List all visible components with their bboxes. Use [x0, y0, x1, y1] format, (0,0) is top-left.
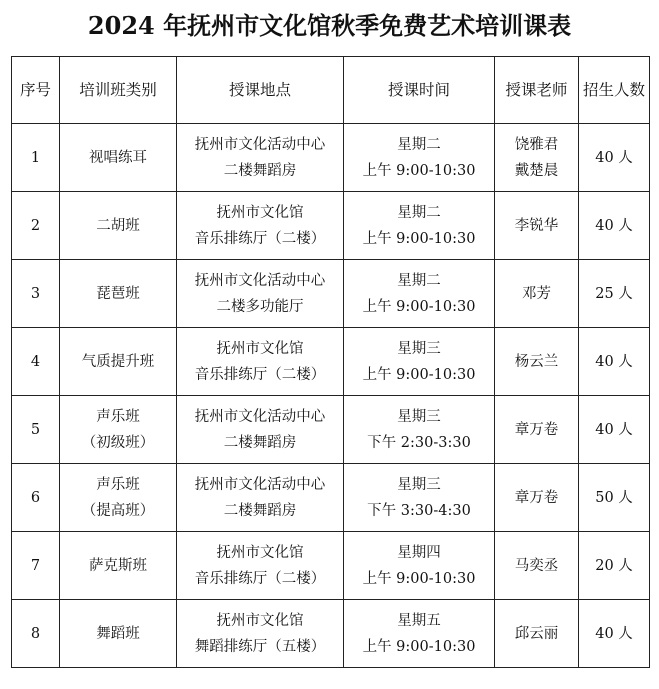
- cell-location: [177, 192, 344, 260]
- cell-index: 5: [12, 396, 60, 464]
- cell-teacher: [495, 532, 579, 600]
- schedule-table: [11, 56, 650, 668]
- cell-category-line: （提高班）: [81, 502, 155, 519]
- cell-location-line: 抚州市文化活动中心: [194, 408, 326, 425]
- cell-time: [344, 192, 495, 260]
- cell-category-line: 二胡班: [96, 217, 140, 234]
- cell-time: [344, 124, 495, 192]
- cell-location: [177, 396, 344, 464]
- cell-enrollment: 50 人: [579, 464, 650, 532]
- cell-time-line: 星期五: [397, 612, 441, 629]
- cell-time-line: 下午 2:30-3:30: [367, 434, 471, 451]
- cell-index: 7: [12, 532, 60, 600]
- cell-category-line: （初级班）: [81, 434, 155, 451]
- table-row: [12, 532, 650, 600]
- table-header-row: [12, 57, 650, 124]
- cell-time-line: 星期三: [397, 476, 441, 493]
- cell-time-line: 下午 3:30-4:30: [367, 502, 471, 519]
- header-enrollment: 招生人数: [579, 57, 650, 124]
- cell-location-line: 二楼舞蹈房: [223, 162, 297, 179]
- cell-category-line: 视唱练耳: [89, 149, 147, 166]
- table-row: [12, 464, 650, 532]
- header-time: 授课时间: [344, 57, 495, 124]
- cell-teacher: [495, 396, 579, 464]
- cell-time: [344, 600, 495, 668]
- cell-location-line: 抚州市文化馆: [216, 204, 304, 221]
- cell-enrollment: 40 人: [579, 328, 650, 396]
- cell-teacher-line: 戴楚晨: [514, 162, 559, 179]
- cell-time: [344, 260, 495, 328]
- cell-teacher-line: 邓芳: [522, 285, 551, 302]
- cell-category: [60, 396, 177, 464]
- header-index: 序号: [12, 57, 60, 124]
- cell-time-line: 星期三: [397, 340, 441, 357]
- cell-location-line: 抚州市文化活动中心: [194, 476, 326, 493]
- cell-time: [344, 532, 495, 600]
- cell-location: [177, 532, 344, 600]
- cell-category-line: 萨克斯班: [89, 557, 147, 574]
- cell-enrollment: 25 人: [579, 260, 650, 328]
- cell-category-line: 舞蹈班: [96, 625, 140, 642]
- cell-time-line: 上午 9:00-10:30: [362, 298, 476, 315]
- cell-time-line: 上午 9:00-10:30: [362, 638, 476, 655]
- cell-location-line: 音乐排练厅（二楼）: [194, 570, 326, 587]
- cell-enrollment: 40 人: [579, 192, 650, 260]
- cell-index: 2: [12, 192, 60, 260]
- cell-teacher: [495, 600, 579, 668]
- table-row: [12, 124, 650, 192]
- cell-location: [177, 124, 344, 192]
- cell-teacher: [495, 260, 579, 328]
- cell-teacher: [495, 192, 579, 260]
- cell-teacher-line: 马奕丞: [514, 557, 559, 574]
- cell-location: [177, 464, 344, 532]
- cell-time-line: 上午 9:00-10:30: [362, 162, 476, 179]
- header-location: 授课地点: [177, 57, 344, 124]
- cell-teacher: [495, 124, 579, 192]
- cell-teacher-line: 杨云兰: [514, 353, 559, 370]
- cell-location-line: 舞蹈排练厅（五楼）: [194, 638, 326, 655]
- cell-enrollment: 40 人: [579, 600, 650, 668]
- cell-category: [60, 260, 177, 328]
- cell-location-line: 抚州市文化活动中心: [194, 136, 326, 153]
- cell-time-line: 上午 9:00-10:30: [362, 366, 476, 383]
- table-row: [12, 396, 650, 464]
- cell-index: 6: [12, 464, 60, 532]
- table-row: [12, 600, 650, 668]
- cell-category-line: 声乐班: [96, 408, 140, 425]
- cell-time: [344, 464, 495, 532]
- cell-enrollment: 40 人: [579, 396, 650, 464]
- cell-category-line: 声乐班: [96, 476, 140, 493]
- cell-teacher-line: 邱云丽: [514, 625, 559, 642]
- cell-enrollment: 20 人: [579, 532, 650, 600]
- cell-index: 8: [12, 600, 60, 668]
- cell-index: 4: [12, 328, 60, 396]
- table-body: [12, 124, 650, 668]
- cell-time-line: 星期二: [397, 204, 441, 221]
- cell-teacher-line: 饶雅君: [514, 136, 559, 153]
- cell-location-line: 音乐排练厅（二楼）: [194, 366, 326, 383]
- cell-location: [177, 328, 344, 396]
- cell-location: [177, 260, 344, 328]
- cell-location-line: 二楼多功能厅: [216, 298, 304, 315]
- cell-category-line: 琵琶班: [96, 285, 140, 302]
- cell-category: [60, 124, 177, 192]
- cell-time: [344, 328, 495, 396]
- cell-location-line: 抚州市文化馆: [216, 544, 304, 561]
- cell-category: [60, 328, 177, 396]
- cell-teacher-line: 章万卷: [514, 489, 559, 506]
- cell-location-line: 二楼舞蹈房: [223, 434, 297, 451]
- cell-category-line: 气质提升班: [81, 353, 155, 370]
- cell-enrollment: 40 人: [579, 124, 650, 192]
- cell-time-line: 上午 9:00-10:30: [362, 570, 476, 587]
- cell-time-line: 星期三: [397, 408, 441, 425]
- cell-teacher-line: 章万卷: [514, 421, 559, 438]
- table-row: [12, 192, 650, 260]
- cell-time-line: 星期四: [397, 544, 441, 561]
- cell-teacher-line: 李锐华: [514, 217, 559, 234]
- header-category: 培训班类别: [60, 57, 177, 124]
- cell-time: [344, 396, 495, 464]
- cell-category: [60, 464, 177, 532]
- cell-teacher: [495, 464, 579, 532]
- page-title: 2024 年抚州市文化馆秋季免费艺术培训课表: [87, 11, 572, 40]
- cell-location-line: 抚州市文化活动中心: [194, 272, 326, 289]
- cell-category: [60, 600, 177, 668]
- cell-location-line: 音乐排练厅（二楼）: [194, 230, 326, 247]
- cell-time-line: 星期二: [397, 272, 441, 289]
- cell-location-line: 抚州市文化馆: [216, 340, 304, 357]
- cell-category: [60, 192, 177, 260]
- cell-index: 1: [12, 124, 60, 192]
- cell-index: 3: [12, 260, 60, 328]
- cell-location-line: 二楼舞蹈房: [223, 502, 297, 519]
- cell-time-line: 上午 9:00-10:30: [362, 230, 476, 247]
- table-row: [12, 260, 650, 328]
- cell-location: [177, 600, 344, 668]
- cell-location-line: 抚州市文化馆: [216, 612, 304, 629]
- header-teacher: 授课老师: [495, 57, 579, 124]
- table-row: [12, 328, 650, 396]
- cell-teacher: [495, 328, 579, 396]
- cell-time-line: 星期二: [397, 136, 441, 153]
- cell-category: [60, 532, 177, 600]
